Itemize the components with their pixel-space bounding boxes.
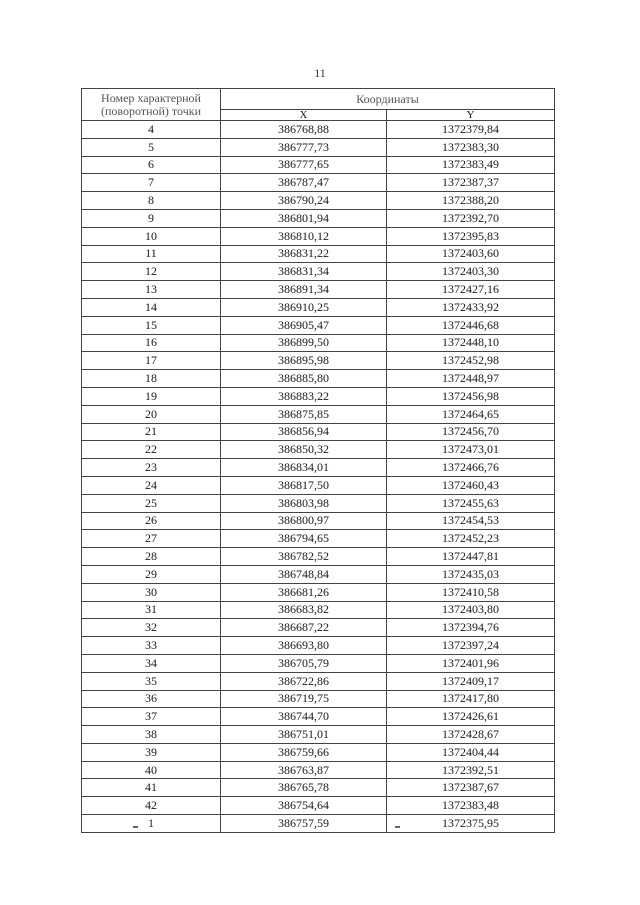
- table-row: [82, 797, 555, 815]
- x-coordinate-cell: 386722,86: [221, 672, 387, 690]
- x-coordinate-cell: 386875,85: [221, 405, 387, 423]
- x-coordinate-cell: 386803,98: [221, 494, 387, 512]
- point-number-cell: 21: [82, 423, 221, 441]
- y-coordinate-cell: 1372409,17: [387, 672, 555, 690]
- point-number-cell: 22: [82, 441, 221, 459]
- table-row: [82, 263, 555, 281]
- table-row: [82, 352, 555, 370]
- table-row: [82, 565, 555, 583]
- point-number-cell: 10: [82, 227, 221, 245]
- y-coordinate-cell: 1372388,20: [387, 192, 555, 210]
- x-coordinate-cell: 386759,66: [221, 743, 387, 761]
- point-number-cell: 12: [82, 263, 221, 281]
- point-number-cell: 17: [82, 352, 221, 370]
- point-number-cell: 11: [82, 245, 221, 263]
- y-coordinate-cell: 1372473,01: [387, 441, 555, 459]
- y-coordinate-cell: 1372447,81: [387, 548, 555, 566]
- x-coordinate-cell: 386763,87: [221, 761, 387, 779]
- y-coordinate-cell: 1372454,53: [387, 512, 555, 530]
- point-number-cell: 20: [82, 405, 221, 423]
- page-number: 11: [314, 66, 326, 80]
- x-coordinate-cell: 386794,65: [221, 530, 387, 548]
- point-number-cell: 29: [82, 565, 221, 583]
- table-row: [82, 298, 555, 316]
- point-number-cell: 36: [82, 690, 221, 708]
- y-coordinate-cell: 1372417,80: [387, 690, 555, 708]
- x-coordinate-cell: 386693,80: [221, 637, 387, 655]
- table-row: [82, 672, 555, 690]
- y-coordinate-cell: 1372403,60: [387, 245, 555, 263]
- table-row: [82, 387, 555, 405]
- y-coordinate-cell: 1372446,68: [387, 316, 555, 334]
- y-coordinate-cell: 1372464,65: [387, 405, 555, 423]
- x-coordinate-cell: 386810,12: [221, 227, 387, 245]
- table-row: [82, 779, 555, 797]
- y-coordinate-cell: 1372379,84: [387, 121, 555, 139]
- point-number-cell: 13: [82, 281, 221, 299]
- y-coordinate-cell: 1372466,76: [387, 459, 555, 477]
- point-number-cell: 26: [82, 512, 221, 530]
- point-number-cell: 33: [82, 637, 221, 655]
- y-coordinate-cell: 1372387,67: [387, 779, 555, 797]
- y-coordinate-cell: 1372456,70: [387, 423, 555, 441]
- y-coordinate-cell: 1372397,24: [387, 637, 555, 655]
- y-coordinate-cell: 1372403,30: [387, 263, 555, 281]
- point-number-cell: 24: [82, 476, 221, 494]
- point-number-header-line1: Номер характерной: [101, 90, 201, 105]
- y-coordinate-cell: 1372401,96: [387, 654, 555, 672]
- coordinates-table-body: [82, 89, 555, 833]
- x-coordinate-cell: 386883,22: [221, 387, 387, 405]
- table-row: [82, 459, 555, 477]
- table-row: [82, 405, 555, 423]
- x-coordinate-cell: 386777,65: [221, 156, 387, 174]
- y-coordinate-cell: 1372448,97: [387, 370, 555, 388]
- table-row: [82, 476, 555, 494]
- point-number-header: [82, 89, 221, 121]
- point-number-cell: 1: [82, 815, 221, 833]
- y-coordinate-cell: 1372456,98: [387, 387, 555, 405]
- point-number-cell: 27: [82, 530, 221, 548]
- x-coordinate-cell: 386683,82: [221, 601, 387, 619]
- y-coordinate-cell: 1372460,43: [387, 476, 555, 494]
- scan-mark-right: [395, 826, 400, 828]
- point-number-cell: 19: [82, 387, 221, 405]
- x-coordinate-cell: 386687,22: [221, 619, 387, 637]
- x-coordinate-cell: 386751,01: [221, 726, 387, 744]
- y-coordinate-cell: 1372435,03: [387, 565, 555, 583]
- x-coordinate-cell: 386817,50: [221, 476, 387, 494]
- x-coordinate-cell: 386831,22: [221, 245, 387, 263]
- y-coordinate-cell: 1372395,83: [387, 227, 555, 245]
- y-coordinate-cell: 1372448,10: [387, 334, 555, 352]
- point-number-cell: 5: [82, 138, 221, 156]
- x-coordinate-cell: 386895,98: [221, 352, 387, 370]
- table-row: [82, 316, 555, 334]
- y-column-header: Y: [387, 110, 555, 121]
- point-number-cell: 31: [82, 601, 221, 619]
- y-coordinate-cell: 1372383,49: [387, 156, 555, 174]
- table-row: [82, 815, 555, 833]
- x-coordinate-cell: 386768,88: [221, 121, 387, 139]
- x-coordinate-cell: 386787,47: [221, 174, 387, 192]
- table-row: [82, 370, 555, 388]
- table-row: [82, 281, 555, 299]
- point-number-cell: 38: [82, 726, 221, 744]
- table-row: [82, 601, 555, 619]
- y-coordinate-cell: 1372404,44: [387, 743, 555, 761]
- point-number-cell: 16: [82, 334, 221, 352]
- coordinates-header: Координаты: [221, 89, 555, 110]
- point-number-cell: 41: [82, 779, 221, 797]
- y-coordinate-cell: 1372428,67: [387, 726, 555, 744]
- x-coordinate-cell: 386800,97: [221, 512, 387, 530]
- x-coordinate-cell: 386744,70: [221, 708, 387, 726]
- y-coordinate-cell: 1372392,70: [387, 209, 555, 227]
- x-coordinate-cell: 386910,25: [221, 298, 387, 316]
- table-row: [82, 192, 555, 210]
- point-number-cell: 37: [82, 708, 221, 726]
- y-coordinate-cell: 1372392,51: [387, 761, 555, 779]
- x-coordinate-cell: 386765,78: [221, 779, 387, 797]
- table-row: [82, 138, 555, 156]
- table-row: [82, 121, 555, 139]
- point-number-cell: 14: [82, 298, 221, 316]
- x-coordinate-cell: 386705,79: [221, 654, 387, 672]
- x-coordinate-cell: 386681,26: [221, 583, 387, 601]
- x-coordinate-cell: 386856,94: [221, 423, 387, 441]
- point-number-cell: 6: [82, 156, 221, 174]
- point-number-cell: 18: [82, 370, 221, 388]
- table-row: [82, 583, 555, 601]
- y-coordinate-cell: 1372433,92: [387, 298, 555, 316]
- table-row: [82, 245, 555, 263]
- table-row: [82, 743, 555, 761]
- y-coordinate-cell: 1372427,16: [387, 281, 555, 299]
- table-row: [82, 761, 555, 779]
- y-coordinate-cell: 1372426,61: [387, 708, 555, 726]
- point-number-header-line2: (поворотной) точки: [101, 103, 201, 118]
- table-row: [82, 174, 555, 192]
- y-coordinate-cell: 1372383,48: [387, 797, 555, 815]
- x-coordinate-cell: 386905,47: [221, 316, 387, 334]
- x-coordinate-cell: 386754,64: [221, 797, 387, 815]
- y-coordinate-cell: 1372452,23: [387, 530, 555, 548]
- y-coordinate-cell: 1372383,30: [387, 138, 555, 156]
- point-number-cell: 23: [82, 459, 221, 477]
- table-row: [82, 227, 555, 245]
- table-row: [82, 334, 555, 352]
- table-row: [82, 530, 555, 548]
- table-row: [82, 441, 555, 459]
- x-coordinate-cell: 386885,80: [221, 370, 387, 388]
- point-number-cell: 40: [82, 761, 221, 779]
- point-number-cell: 28: [82, 548, 221, 566]
- table-header-row: [82, 89, 555, 110]
- table-row: [82, 209, 555, 227]
- x-coordinate-cell: 386850,32: [221, 441, 387, 459]
- point-number-cell: 15: [82, 316, 221, 334]
- x-coordinate-cell: 386777,73: [221, 138, 387, 156]
- point-number-cell: 4: [82, 121, 221, 139]
- point-number-cell: 35: [82, 672, 221, 690]
- y-coordinate-cell: 1372375,95: [387, 815, 555, 833]
- table-row: [82, 690, 555, 708]
- point-number-cell: 39: [82, 743, 221, 761]
- y-coordinate-cell: 1372410,58: [387, 583, 555, 601]
- x-coordinate-cell: 386801,94: [221, 209, 387, 227]
- y-coordinate-cell: 1372403,80: [387, 601, 555, 619]
- x-coordinate-cell: 386790,24: [221, 192, 387, 210]
- table-row: [82, 708, 555, 726]
- x-coordinate-cell: 386782,52: [221, 548, 387, 566]
- x-coordinate-cell: 386899,50: [221, 334, 387, 352]
- point-number-cell: 42: [82, 797, 221, 815]
- table-row: [82, 548, 555, 566]
- x-coordinate-cell: 386891,34: [221, 281, 387, 299]
- table-row: [82, 156, 555, 174]
- y-coordinate-cell: 1372387,37: [387, 174, 555, 192]
- point-number-cell: 9: [82, 209, 221, 227]
- table-row: [82, 494, 555, 512]
- y-coordinate-cell: 1372455,63: [387, 494, 555, 512]
- scan-mark-left: [133, 826, 138, 828]
- point-number-cell: 7: [82, 174, 221, 192]
- x-coordinate-cell: 386834,01: [221, 459, 387, 477]
- x-coordinate-cell: 386831,34: [221, 263, 387, 281]
- table-row: [82, 637, 555, 655]
- y-coordinate-cell: 1372452,98: [387, 352, 555, 370]
- x-coordinate-cell: 386757,59: [221, 815, 387, 833]
- table-row: [82, 619, 555, 637]
- table-row: [82, 726, 555, 744]
- point-number-cell: 25: [82, 494, 221, 512]
- point-number-cell: 8: [82, 192, 221, 210]
- x-column-header: X: [221, 110, 387, 121]
- x-coordinate-cell: 386719,75: [221, 690, 387, 708]
- table-row: [82, 423, 555, 441]
- point-number-cell: 34: [82, 654, 221, 672]
- table-row: [82, 654, 555, 672]
- table-row: [82, 512, 555, 530]
- y-coordinate-cell: 1372394,76: [387, 619, 555, 637]
- x-coordinate-cell: 386748,84: [221, 565, 387, 583]
- point-number-cell: 32: [82, 619, 221, 637]
- point-number-cell: 30: [82, 583, 221, 601]
- coordinates-table: [81, 88, 555, 833]
